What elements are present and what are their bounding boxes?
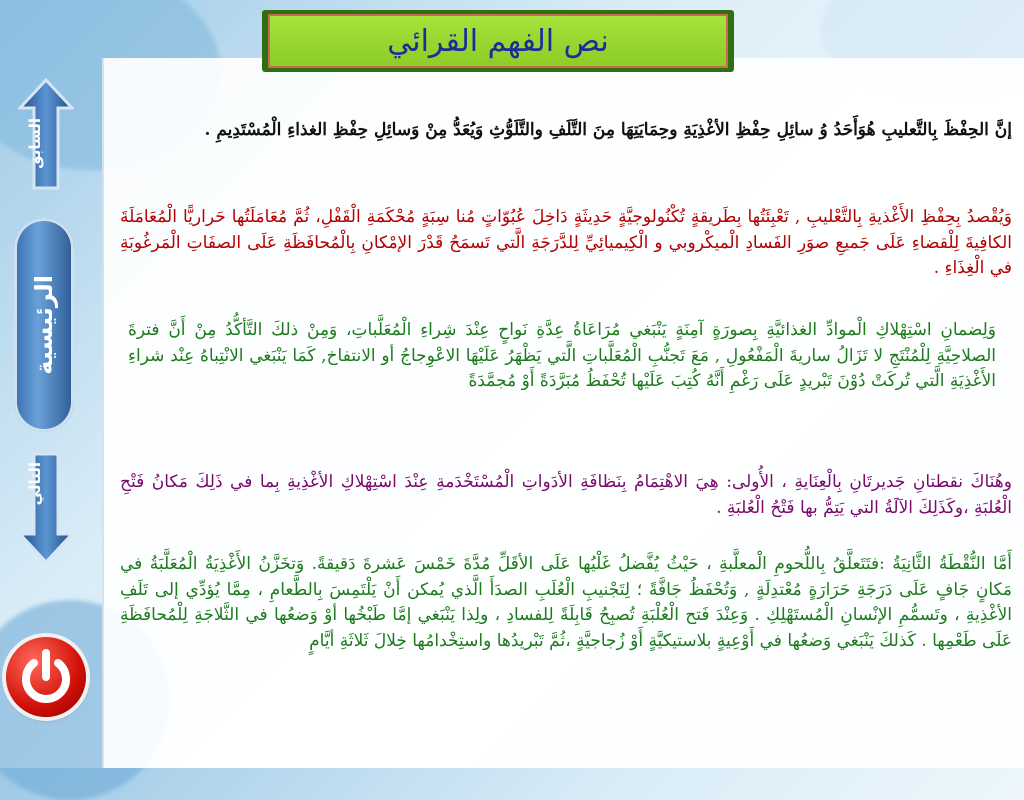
title-banner xyxy=(268,14,728,68)
paragraph-1: إنَّ الحِفْظَ بِالتَّعليبِ هُوَأَحَدُ وُ سائِلِ حِفْظِ الأغْذِيَةِ وحِمَايَتِهَا مِنَ التَّلَفِ والتَّلَوُّثِ وَيُعَدُّ مِنْ وَسائِلِ حِفْظِ الغذاءِ الْمُسْتَدِيمِ . xyxy=(204,120,1012,140)
content-panel xyxy=(102,58,1024,768)
paragraph-3: وَلِضمانِ اسْتِهْلاكِ الْموادِّ الغذائيَّةِ بِصورَةٍ آمِنَةٍ يَنْبَغي مُرَاعَاةُ عِدَّةِ نَواحٍ عِنْدَ شِراءِ الْمُعَلَّباتِ، وَمِنْ ذلكَ التَّأكُّدُ مِنْ أَنَّ فترةَ الصلاحِيَّةِ لِلْمُنْتَجِ لا تَزَالُ ساريةَ الْمَفْعُولِ , مَعَ تَجنُّبِ الْمُعَلَّباتِ الَّتي يَظْهَرُ عَلَيْهَا الاعْوِجاجُ أو الانتفاخ, كَمَا يَنْبَغي الانْتِباهُ عِنْد شراءِ الأَغْذِيَةِ الَّتي تُركَتْ دُوْنَ تَبْريدٍ عَلَى رَغْمِ أَنَّهُ كُتِبَ عَلَيْها تُحْفَظُ مُبَرَّدَةً أَوْ مُجمَّدَةً xyxy=(128,320,996,391)
paragraph-2: وَيُقْصدُ بِحِفْظِ الأَغْذيةِ بِالتَّعْليبِ , تَعْبِئَتُها بِطَريقةٍ تُكْنُولوجيَّةٍ حَدِيثَةٍ دَاخِلَ عُبُوّاتٍ مُنا سِبَةٍ مُحْكَمَةِ الْقَفْلِ، ثُمَّ مُعَامَلَتُها حَراريًّا الْمُعَامَلَةَ الكافِيةَ لِلْقضاءِ عَلَى جَميعِ صوَرِ الفَسادِ الْميكْروبي و الْكِيميائِيِّ لِلدَّرَجَةِ الَّتي تَسمَحُ قَدْرَ الإمْكانِ بِالْمُحافَظَةِ عَلَى الصفَاتِ الْمَرغُوبَةِ في الْغِذَاءِ . xyxy=(120,207,1012,278)
power-icon xyxy=(6,637,86,717)
paragraph-5: أَمَّا النُّقْطَةُ الثَّانِيَةُ :فتَتَعلَّقُ بِاللُّحومِ الْمعلَّبةِ ، حَيْثُ يُفَّضلُ غَلْيُها عَلَى الأقَلِّ مُدَّةَ خَمْسَ عَشرةَ دَقيقةً. وَتخَزَّنُ الأَغْذِيَةُ الْمُعَلَّبَةُ في مَكانٍ جَافٍ عَلَى دَرَجَةِ حَرَارَةٍ مُعْتدِلَةٍ , وَتُحْفَظُ جَافَّةً ؛ لِتَجْنيبِ الْعُلَبِ الصدَأَ الَّذي يُمكن أَنْ يَلْتَمِسَ بِالطَّعامِ ، مِمَّا يُؤدِّي إلى تَلَفِ الأغْذِيةِ ، وتَسمُّمِ الإنْسانِ الْمُستَهْلِكِ . وَعِنْدَ فَتح الْعُلْبَةِ تُصبِحُ قَابِلَةً لِلفسادِ ، ولِذا يَنْبَغي إمَّا طَبْخُها أوْ وَضعُها في الثَّلاجَةِ لِلْمُحافَظَةِ عَلَى طَعْمِها . كَذلكَ يَنْبَغي وَضعُها في أَوْعِيةٍ بلاستيكيَّةٍ أَوْ زُجاجيَّةٍ ،ثُمَّ تَبْريدُها واستِخْدامُها خِلالَ ثَلاثَةِ أيَّامٍ xyxy=(120,554,1012,651)
home-button[interactable] xyxy=(14,218,74,432)
home-label: الرئيسية xyxy=(30,275,58,375)
navigation-sidebar xyxy=(0,0,102,768)
previous-label[interactable]: السابق xyxy=(26,118,44,169)
next-label[interactable]: التالي xyxy=(26,462,44,506)
exit-button[interactable] xyxy=(6,637,86,717)
paragraph-4: وهُنَاكَ نقطتانِ جَديرتَانِ بِالْعِنَايةِ ، الأُولى: هِيَ الاهْتِمَامُ بِنَظافَةِ الأدَواتِ الْمُسْتَخْدَمةِ عِنْدَ اسْتِهْلاكِ الأغْذِيةِ بِما في ذَلِكَ مَكانُ فَتْحِ الْعُلبَةِ ،وكَذَلِكَ الآلَةُ التي يَتِمُّ بها فَتْحُ الْعُلبَةِ . xyxy=(120,472,1012,518)
page-title: نص الفهم القرائي xyxy=(387,23,609,59)
